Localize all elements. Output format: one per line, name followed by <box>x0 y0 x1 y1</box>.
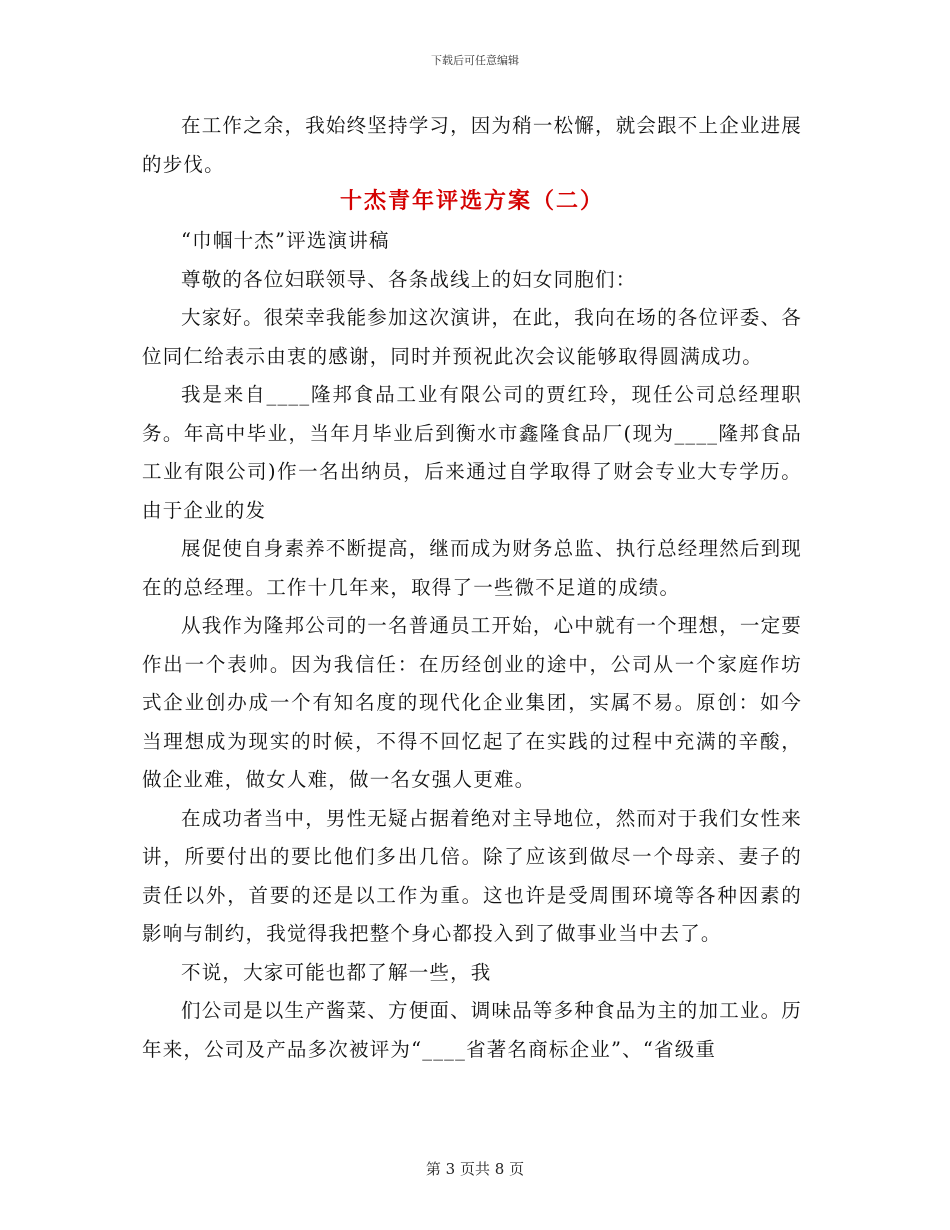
paragraph: 大家好。很荣幸我能参加这次演讲，在此，我向在场的各位评委、各位同仁给表示由衷的感谢，同时并预祝此次会议能够取得圆满成功。 <box>142 306 803 368</box>
paragraph: 我是来自____隆邦食品工业有限公司的贾红玲，现任公司总经理职务。年高中毕业，当年月毕业后到衡水市鑫隆食品厂(现为____隆邦食品工业有限公司)作一名出纳员，后来通过自学取得了财会专业大专学历。由于企业的发 <box>142 383 802 522</box>
paragraph: 展促使自身素养不断提高，继而成为财务总监、执行总经理然后到现在的总经理。工作十几年来，取得了一些微不足道的成绩。 <box>142 537 803 599</box>
section-heading: 十杰青年评选方案（二） <box>339 189 604 214</box>
paragraph: 尊敬的各位妇联领导、各条战线上的妇女同胞们： <box>181 267 637 291</box>
paragraph: 从我作为隆邦公司的一名普通员工开始，心中就有一个理想，一定要作出一个表帅。因为我信任：在历经创业的途中，公司从一个家庭作坊式企业创办成一个有知名度的现代化企业集团，实属不易。原创：如今当理想成为现实的时候，不得不回忆起了在实践的过程中充满的辛酸，做企业难，做女人难，做一名女强人更难。 <box>142 614 803 791</box>
paragraph: 在成功者当中，男性无疑占据着绝对主导地位，然而对于我们女性来讲，所要付出的要比他们多出几倍。除了应该到做尽一个母亲、妻子的责任以外，首要的还是以工作为重。这也许是受周围环境等各种因素的影响与制约，我觉得我把整个身心都投入到了做事业当中去了。 <box>142 806 803 945</box>
page-footer: 第 3 页共 8 页 <box>425 1160 525 1178</box>
paragraph: “巾帼十杰”评选演讲稿 <box>181 229 390 252</box>
paragraph: 们公司是以生产酱菜、方便面、调味品等多种食品为主的加工业。历年来，公司及产品多次被评为“____省著名商标企业”、“省级重 <box>142 999 803 1061</box>
paragraph: 不说，大家可能也都了解一些，我 <box>181 960 492 984</box>
document-body <box>142 107 802 1069</box>
header-note: 下载后可任意编辑 <box>431 54 519 67</box>
paragraph: 在工作之余，我始终坚持学习，因为稍一松懈，就会跟不上企业进展的步伐。 <box>142 114 803 176</box>
